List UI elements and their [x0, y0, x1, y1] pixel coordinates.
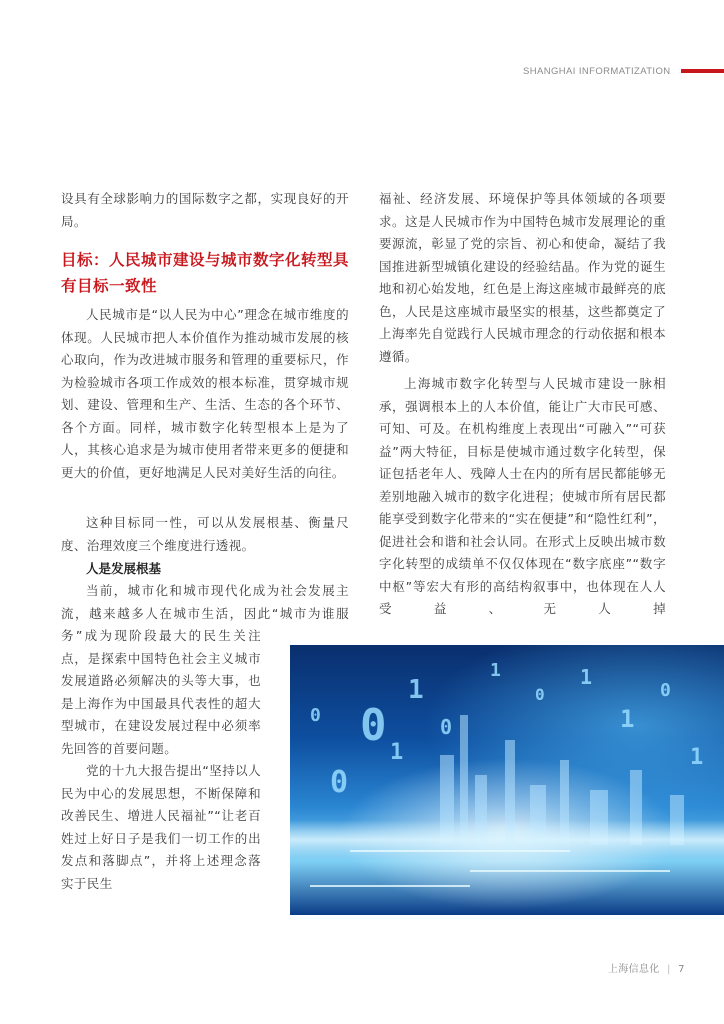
page-number: 7 [678, 964, 685, 975]
left-intro-text: 设具有全球影响力的国际数字之都，实现良好的开局。 [61, 191, 349, 229]
binary-digit: 0 [330, 765, 349, 800]
magazine-header: SHANGHAI INFORMATIZATION [523, 66, 671, 77]
subsection-title: 人是发展根基 [86, 561, 162, 576]
light-streak [350, 850, 570, 852]
binary-digit: 1 [690, 745, 704, 770]
left-paragraph-3-wrap: 务”成为现阶段最大的民生关注点，是探索中国特色社会主义城市发展道路必须解决的头等大事，也是上海作为中国最具代表性的超大型城市，在建设发展过程中必须率先回答的首要问题。 [61, 628, 261, 756]
left-paragraph-3-full: 当前，城市化和城市现代化成为社会发展主流，越来越多人在城市生活，因此“城市为谁服 [61, 583, 349, 621]
light-streak [310, 885, 470, 887]
left-paragraph-4: 党的十九大报告提出“坚持以人民为中心的发展思想，不断保障和改善民生、增进人民福祉”“让老百姓过上好日子是我们一切工作的出发点和落脚点”，并将上述理念落实于民生 [61, 763, 261, 891]
binary-digit: 1 [580, 665, 593, 689]
binary-digit: 0 [310, 705, 321, 726]
binary-digit: 0 [360, 700, 387, 751]
binary-digit: 1 [408, 675, 424, 705]
footer-separator: | [666, 964, 671, 975]
binary-digit: 1 [490, 660, 501, 681]
binary-digit: 0 [535, 685, 545, 704]
light-glow [290, 820, 724, 860]
header-accent-bar [681, 69, 724, 73]
binary-digit: 1 [620, 705, 635, 733]
page-footer [608, 960, 685, 975]
footer-magazine-name: 上海信息化 [608, 964, 660, 975]
binary-digit: 0 [440, 715, 453, 739]
binary-digit: 0 [660, 680, 671, 701]
binary-digit: 1 [390, 740, 404, 765]
left-paragraph-1: 人民城市是“以人民为中心”理念在城市维度的体现。人民城市把人本价值作为推动城市发展的核心取向，作为改进城市服务和管理的重要标尺，作为检验城市各项工作成效的根本标准，贯穿城市规划、建设、管理和生产、生活、生态的各个环节、各个方面。同样，城市数字化转型根本上是为了人，其核心追求是为城市使用者带来更多的便捷和更大的价值，更好地满足人民对美好生活的向往。 [61, 307, 349, 480]
right-paragraph-2: 上海城市数字化转型与人民城市建设一脉相承，强调根本上的人本价值，能让广大市民可感、可知、可及。在机构维度上表现出“可融入”“可获益”两大特征，目标是使城市通过数字化转型，保证包括老年人、残障人士在内的所有居民都能够无差别地融入城市的数字化进程；使城市所有居民都能享受到数字化带来的“实在便捷”和“隐性红利”，促进社会和谐和社会认同。在形式上反映出城市数字化转型的成绩单不仅仅体现在“数字底座”“数字中枢”等宏大有形的高结构叙事中，也体现在人人受益、无人掉 [379, 376, 666, 616]
light-streak [470, 870, 670, 872]
left-paragraph-2: 这种目标同一性，可以从发展根基、衡量尺度、治理效度三个维度进行透视。 [61, 515, 349, 553]
right-paragraph-1: 福祉、经济发展、环境保护等具体领域的各项要求。这是人民城市作为中国特色城市发展理论的重要源流，彰显了党的宗旨、初心和使命，凝结了我国推进新型城镇化建设的经验结晶。作为党的诞生地和初心始发地，红色是上海这座城市最鲜亮的底色，人民是这座城市最坚实的根基，这些都奠定了上海率先自觉践行人民城市理念的行动依据和根本遵循。 [379, 191, 666, 364]
digital-city-image [290, 645, 724, 915]
section-title: 目标：人民城市建设与城市数字化转型具有目标一致性 [61, 251, 350, 295]
